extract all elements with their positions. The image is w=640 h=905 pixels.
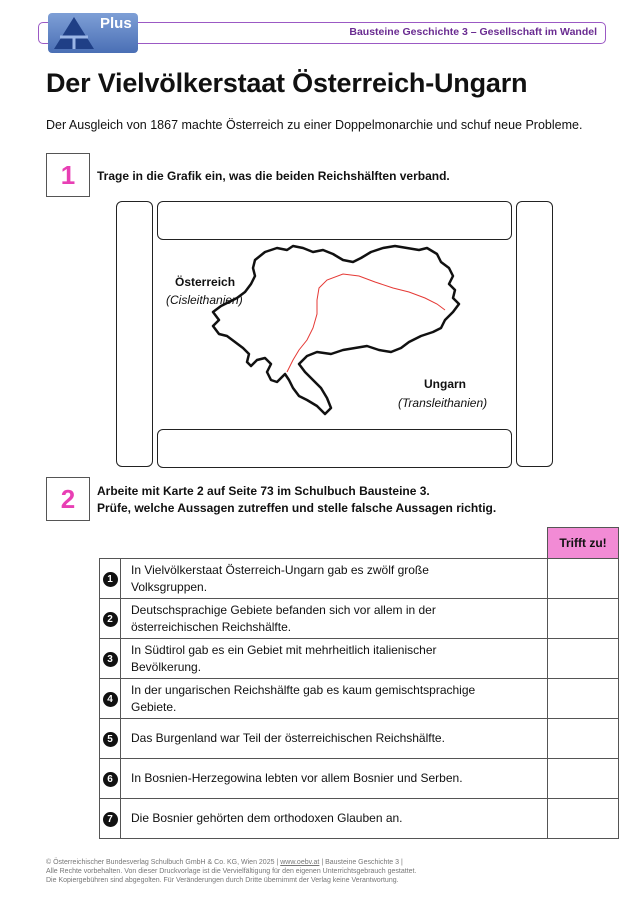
footer-fees: Die Kopiergebühren sind abgegolten. Für Veränderungen durch Dritte übernimmt der Verlag keine Verantwortung.	[46, 877, 399, 884]
trifft-zu-cell[interactable]	[548, 759, 619, 799]
plus-logo	[48, 13, 138, 53]
table-row	[100, 559, 619, 599]
trifft-zu-cell[interactable]	[548, 639, 619, 679]
statement-text: Die Bosnier gehörten dem orthodoxen Glauben an.	[121, 799, 548, 839]
statement-text: In Bosnien-Herzegowina lebten vor allem Bosnier und Serben.	[121, 759, 548, 799]
right-answer-slot[interactable]	[516, 201, 553, 467]
series-title: Bausteine Geschichte 3 – Gesellschaft im Wandel	[349, 26, 597, 38]
left-answer-slot[interactable]	[116, 201, 153, 467]
triangle-logo-icon	[52, 15, 96, 51]
footer	[46, 858, 416, 885]
statement-number: 1	[103, 572, 118, 587]
table-row	[100, 639, 619, 679]
page-title: Der Vielvölkerstaat Österreich-Ungarn	[46, 68, 528, 98]
table-row	[100, 679, 619, 719]
statement-text: In der ungarischen Reichshälfte gab es kaum gemischtsprachige Gebiete.	[121, 679, 548, 719]
trifft-zu-cell[interactable]	[548, 679, 619, 719]
trifft-zu-header: Trifft zu!	[548, 528, 619, 559]
statement-number: 2	[103, 612, 118, 627]
statement-number: 6	[103, 772, 118, 787]
statements-table	[99, 527, 619, 839]
statement-text: In Vielvölkerstaat Österreich-Ungarn gab es zwölf große Volksgruppen.	[121, 559, 548, 599]
border-line	[287, 274, 445, 372]
logo-text: Plus	[100, 15, 132, 32]
footer-link[interactable]: www.oebv.at	[280, 859, 320, 866]
statement-text: In Südtirol gab es ein Gebiet mit mehrheitlich italienischer Bevölkerung.	[121, 639, 548, 679]
austria-label: Österreich	[175, 275, 236, 289]
trifft-zu-cell[interactable]	[548, 559, 619, 599]
footer-rights: Alle Rechte vorbehalten. Von dieser Druckvorlage ist die Vervielfältigung für den eigenen Unterrichtsgebrauch gestattet.	[46, 868, 417, 875]
statement-number: 7	[103, 812, 118, 827]
task2-text	[97, 483, 496, 517]
hungary-sub-label: (Transleithanien)	[398, 396, 488, 410]
trifft-zu-cell[interactable]	[548, 599, 619, 639]
trifft-zu-cell[interactable]	[548, 799, 619, 839]
top-answer-slot[interactable]	[157, 201, 512, 240]
table-row	[100, 719, 619, 759]
footer-copyright: © Österreichischer Bundesverlag Schulbuch GmbH & Co. KG, Wien 2025 |	[46, 859, 279, 866]
trifft-zu-cell[interactable]	[548, 719, 619, 759]
task2-number: 2	[46, 477, 90, 521]
task1-text: Trage in die Grafik ein, was die beiden Reichshälften verband.	[97, 169, 450, 183]
task2-line2: Prüfe, welche Aussagen zutreffen und stelle falsche Aussagen richtig.	[97, 501, 497, 515]
table-row	[100, 759, 619, 799]
hungary-label: Ungarn	[424, 377, 466, 391]
statement-number: 5	[103, 732, 118, 747]
statement-text: Deutschsprachige Gebiete befanden sich vor allem in der österreichischen Reichshälfte.	[121, 599, 548, 639]
task1-number: 1	[46, 153, 90, 197]
task2-line1: Arbeite mit Karte 2 auf Seite 73 im Schulbuch Bausteine 3.	[97, 484, 430, 498]
statement-number: 3	[103, 652, 118, 667]
bottom-answer-slot[interactable]	[157, 429, 512, 468]
footer-series: | Bausteine Geschichte 3 |	[321, 859, 403, 866]
statement-number: 4	[103, 692, 118, 707]
table-row	[100, 599, 619, 639]
austria-sub-label: (Cisleithanien)	[166, 293, 243, 307]
intro-text: Der Ausgleich von 1867 machte Österreich zu einer Doppelmonarchie und schuf neue Probleme.	[46, 118, 583, 132]
statement-text: Das Burgenland war Teil der österreichischen Reichshälfte.	[121, 719, 548, 759]
table-row	[100, 799, 619, 839]
